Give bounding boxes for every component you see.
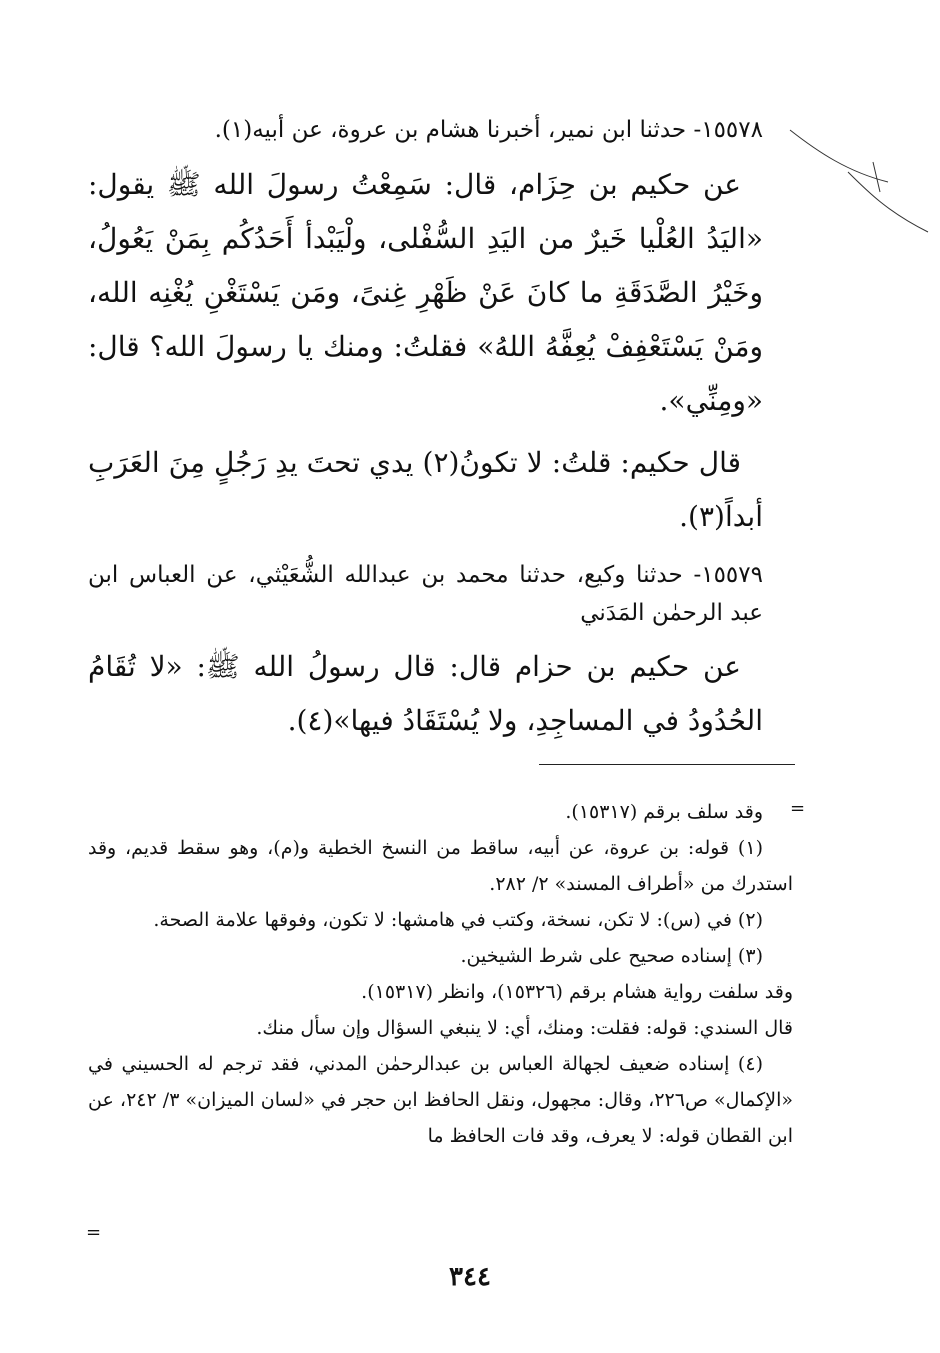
footnote-4: (٤) إسناده ضعيف لجهالة العباس بن عبدالرحمٰن المدني، فقد ترجم له الحسيني في «الإكمال» ص٢٢٦، وقال: مجهول، ونقل الحافظ ابن حجر في «لسان الميزان» ٣/ ٢٤٢، عن ابن القطان قوله: لا يعرف، وقد فات الحافظ ما [88, 1053, 794, 1147]
hadith-15578-matn [88, 158, 763, 544]
end-continued-marker: = [86, 1222, 102, 1243]
hadith-15579-paragraph: عن حكيم بن حزام قال: قال رسولُ الله ﷺ: «لا تُقَامُ الحُدُودُ في المساجِدِ، ولا يُسْتَقَادُ فيها»(٤). [88, 650, 763, 737]
hadith-15579-matn [88, 640, 763, 748]
hadith-15579-isnad: ١٥٥٧٩- حدثنا وكيع، حدثنا محمد بن عبدالله الشُّعَيْثي، عن العباس ابن عبد الرحمٰن المَدَني [88, 562, 763, 626]
footnote-3-cont: وقد سلفت رواية هشام برقم (١٥٣٢٦)، وانظر (١٥٣١٧). [361, 981, 793, 1003]
footnote-continued: وقد سلف برقم (١٥٣١٧). [565, 801, 763, 823]
main-text [88, 110, 763, 748]
footnote-2: (٢) في (س): لا تكن، نسخة، وكتب في هامشها: لا تكون، وفوقها علامة الصحة. [153, 909, 763, 931]
hadith-15578-isnad: ١٥٥٧٨- حدثنا ابن نمير، أخبرنا هشام بن عروة، عن أبيه(١). [214, 117, 763, 143]
footnote-1: (١) قوله: بن عروة، عن أبيه، ساقط من النسخ الخطية و(م)، وهو سقط قديم، وقد استدرك من «أطراف المسند» ٢/ ٢٨٢. [88, 837, 793, 895]
footnote-3: (٣) إسناده صحيح على شرط الشيخين. [460, 945, 763, 967]
hadith-15578-paragraph: قال حكيم: قلتُ: لا تكونُ(٢) يدي تحتَ يدِ رَجُلٍ مِنَ العَرَبِ أبداً(٣). [88, 446, 763, 533]
footnote-divider [539, 764, 795, 765]
footnote-3-sindi: قال السندي: قوله: فقلت: ومنك، أي: لا ينبغي السؤال وإن سأل منك. [256, 1017, 793, 1039]
margin-pen-mark [788, 122, 938, 242]
hadith-15578-paragraph: عن حكيم بن حِزَام، قال: سَمِعْتُ رسولَ الله ﷺ يقول: «اليَدُ العُلْيا خَيرٌ من اليَدِ السُّفْلى، ولْيَبْدأ أَحَدُكُم بِمَنْ يَعُولُ، وخَيْرُ الصَّدَقَةِ ما كانَ عَنْ ظَهْرِ غِنىً، ومَن يَسْتَغْنِ يُغْنِه الله، ومَنْ يَسْتَعْفِفْ يُعِفَّهُ اللهُ» فقلتُ: ومنك يا رسولَ الله؟ قال: «ومِنِّي». [88, 168, 763, 417]
footnotes [88, 794, 793, 1154]
continued-marker: = [790, 798, 806, 819]
page-number: ٣٤٤ [449, 1262, 491, 1292]
